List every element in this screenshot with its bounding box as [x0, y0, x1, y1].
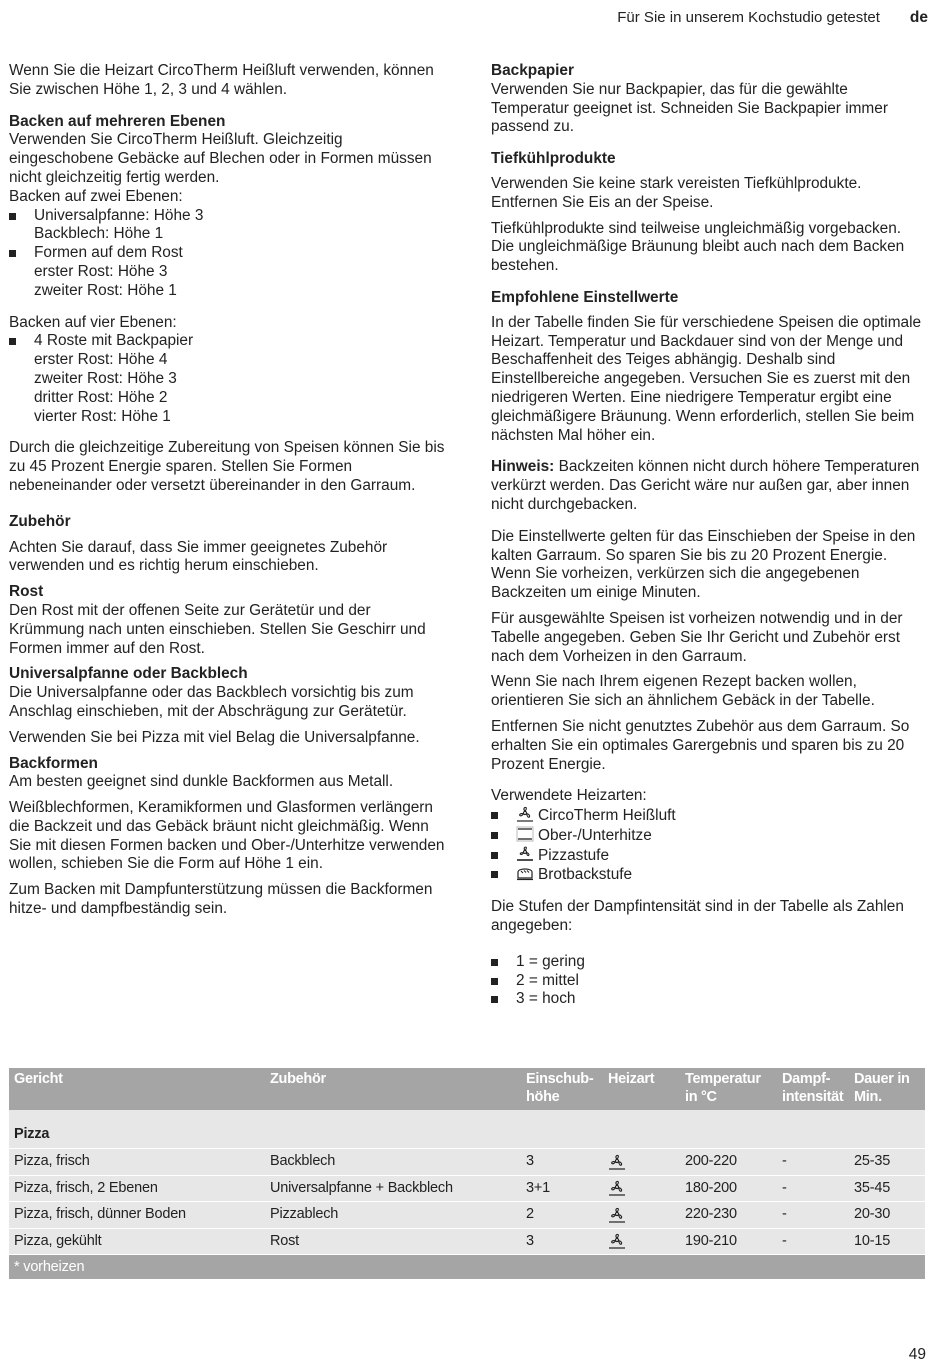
multi-level-text: Verwenden Sie CircoTherm Heißluft. Gleichzeitig eingeschobene Gebäcke auf Blechen oder in Formen müssen nicht gleichzeitig fertig werden.	[9, 131, 432, 186]
header-title: Für Sie in unserem Kochstudio getestet	[617, 8, 880, 26]
group-label: Pizza	[9, 1110, 925, 1149]
heating-mode-label: Brotbackstufe	[538, 866, 633, 884]
level-cell: 3+1	[521, 1175, 603, 1202]
steam-cell: -	[777, 1149, 849, 1176]
cold-oven-text: Die Einstellwerte gelten für das Einschieben der Speise in den kalten Garraum. So sparen Sie bis zu 20 Prozent Energie. Wenn Sie vorheizen, verkürzen sich die angegebenen Backzeiten um einige Minuten.	[491, 527, 916, 602]
heating-modes-list	[491, 806, 923, 885]
circotherm-icon	[603, 1202, 680, 1229]
rack-text: Den Rost mit der offenen Seite zur Gerätetür und der Krümmung nach unten einschieben. Stellen Sie Geschirr und Formen immer auf den Rost.	[9, 601, 426, 657]
four-levels-label: Backen auf vier Ebenen:	[9, 313, 177, 331]
remove-accessories-text: Entfernen Sie nicht genutztes Zubehör aus dem Garraum. So erhalten Sie ein optimales Garergebnis und sparen bis zu 20 Prozent Energie.	[491, 717, 910, 773]
pizza-setting-icon	[516, 846, 534, 862]
table-row	[9, 1149, 925, 1176]
accessories-text: Achten Sie darauf, dass Sie immer geeignetes Zubehör verwenden und es richtig herum einschieben.	[9, 538, 388, 575]
multi-level-heading: Backen auf mehreren Ebenen	[9, 112, 226, 130]
dish-cell: Pizza, frisch	[9, 1149, 265, 1176]
column-header: Temperatur in °C	[680, 1068, 777, 1110]
level-cell: 3	[521, 1149, 603, 1176]
list-item: Formen auf dem Rost erster Rost: Höhe 3 zweiter Rost: Höhe 1	[9, 244, 449, 300]
column-header: Einschub- höhe	[521, 1068, 603, 1110]
level-cell: 3	[521, 1228, 603, 1255]
two-levels-list	[9, 207, 449, 301]
table-row	[9, 1228, 925, 1255]
list-item: 3 = hoch	[491, 990, 923, 1009]
level-cell: 2	[521, 1202, 603, 1229]
accessory-cell: Backblech	[265, 1149, 521, 1176]
heating-modes-label: Verwendete Heizarten:	[491, 787, 647, 805]
list-item: 2 = mittel	[491, 972, 923, 991]
note-text: Backzeiten können nicht durch höhere Temperaturen verkürzt werden. Das Gericht wäre nur außen gar, aber innen nicht durchgebacken.	[491, 458, 920, 513]
page-number: 49	[908, 1346, 926, 1363]
heating-mode-label: Pizzastufe	[538, 846, 610, 864]
left-column	[9, 62, 449, 926]
list-item: 4 Roste mit Backpapier erster Rost: Höhe 4 zweiter Rost: Höhe 3 dritter Rost: Höhe 2 vierter Rost: Höhe 1	[9, 332, 449, 426]
circotherm-icon	[603, 1228, 680, 1255]
duration-cell: 25-35	[849, 1149, 925, 1176]
heating-mode-item	[491, 826, 923, 846]
heating-mode-item	[491, 846, 923, 866]
heating-mode-label: CircoTherm Heißluft	[538, 807, 676, 825]
pan-text: Die Universalpfanne oder das Backblech vorsichtig bis zum Anschlag einschieben, mit der Abschrägung zur Gerätetür.	[9, 684, 414, 720]
baking-tins-text: Am besten geeignet sind dunkle Backformen aus Metall.	[9, 773, 394, 791]
note-label: Hinweis:	[491, 458, 555, 476]
column-header: Gericht	[9, 1068, 265, 1110]
heating-mode-item	[491, 865, 923, 885]
temperature-cell: 190-210	[680, 1228, 777, 1255]
accessories-heading: Zubehör	[9, 512, 71, 530]
settings-table	[9, 1068, 925, 1280]
recommended-settings-heading: Empfohlene Einstellwerte	[491, 288, 679, 306]
column-header: Heizart	[603, 1068, 680, 1110]
pizza-pan-text: Verwenden Sie bei Pizza mit viel Belag die Universalpfanne.	[9, 728, 420, 746]
duration-cell: 20-30	[849, 1202, 925, 1229]
column-header: Dampf- intensität	[777, 1068, 849, 1110]
footnote: * vorheizen	[9, 1255, 925, 1280]
circotherm-icon	[603, 1149, 680, 1176]
temperature-cell: 180-200	[680, 1175, 777, 1202]
bread-baking-icon	[516, 865, 534, 881]
recommended-settings-text: In der Tabelle finden Sie für verschiedene Speisen die optimale Heizart. Temperatur und Backdauer sind von der Menge und Beschaffenheit des Teiges abhängig. Deshalb sind Einstellbereiche angegeben. Versuchen Sie es zuerst mit den niedrigeren Werten. Eine niedrigere Temperatur ergibt eine gleichmäßigere Bräunung. Wenn erforderlich, stellen Sie beim nächsten Mal höher ein.	[491, 313, 922, 444]
table-row	[9, 1202, 925, 1229]
baking-paper-text: Verwenden Sie nur Backpapier, das für die gewählte Temperatur geeignet ist. Schneiden Sie Backpapier immer passend zu.	[491, 80, 888, 136]
steam-levels-label: Die Stufen der Dampfintensität sind in der Tabelle als Zahlen angegeben:	[491, 898, 904, 935]
accessory-cell: Universalpfanne + Backblech	[265, 1175, 521, 1202]
baking-tins-heading: Backformen	[9, 754, 98, 772]
heating-mode-label: Ober-/Unterhitze	[538, 826, 652, 844]
list-item: 1 = gering	[491, 953, 923, 972]
right-column	[491, 62, 923, 1016]
heating-mode-item	[491, 806, 923, 826]
top-bottom-heat-icon	[516, 826, 534, 842]
tinplate-text: Weißblechformen, Keramikformen und Glasformen verlängern die Backzeit und das Gebäck bräunt nicht gleichmäßig. Wenn Sie mit diesen Formen backen und Ober-/Unterhitze verwenden wollen, schieben Sie die Form auf Höhe 1 ein.	[9, 799, 445, 873]
duration-cell: 35-45	[849, 1175, 925, 1202]
temperature-cell: 220-230	[680, 1202, 777, 1229]
dish-cell: Pizza, frisch, 2 Ebenen	[9, 1175, 265, 1202]
table-header-row	[9, 1068, 925, 1110]
circotherm-icon	[516, 806, 534, 822]
frozen-text-1: Verwenden Sie keine stark vereisten Tiefkühlprodukte. Entfernen Sie Eis an der Speise.	[491, 174, 862, 211]
energy-paragraph: Durch die gleichzeitige Zubereitung von Speisen können Sie bis zu 45 Prozent Energie sparen. Stellen Sie Formen nebeneinander oder versetzt übereinander in den Garraum.	[9, 439, 445, 494]
frozen-text-2: Tiefkühlprodukte sind teilweise ungleichmäßig vorgebacken. Die ungleichmäßige Bräunung bleibt auch nach dem Backen bestehen.	[491, 219, 905, 275]
page-header	[617, 8, 928, 28]
column-header: Zubehör	[265, 1068, 521, 1110]
pan-heading: Universalpfanne oder Backblech	[9, 665, 248, 683]
own-recipe-text: Wenn Sie nach Ihrem eigenen Rezept backen wollen, orientieren Sie sich an ähnlichem Gebäck in der Tabelle.	[491, 673, 875, 710]
baking-paper-heading: Backpapier	[491, 62, 574, 79]
steam-cell: -	[777, 1202, 849, 1229]
list-item: Universalpfanne: Höhe 3 Backblech: Höhe 1	[9, 207, 449, 245]
two-levels-label: Backen auf zwei Ebenen:	[9, 187, 183, 205]
steam-tins-text: Zum Backen mit Dampfunterstützung müssen die Backformen hitze- und dampfbeständig sein.	[9, 881, 433, 918]
dish-cell: Pizza, frisch, dünner Boden	[9, 1202, 265, 1229]
frozen-heading: Tiefkühlprodukte	[491, 150, 616, 168]
four-levels-list	[9, 332, 449, 426]
column-header: Dauer in Min.	[849, 1068, 925, 1110]
temperature-cell: 200-220	[680, 1149, 777, 1176]
language-code: de	[909, 8, 928, 26]
table-footnote-row	[9, 1255, 925, 1280]
intro-paragraph: Wenn Sie die Heizart CircoTherm Heißluft verwenden, können Sie zwischen Höhe 1, 2, 3 und 4 wählen.	[9, 62, 434, 98]
preheat-text: Für ausgewählte Speisen ist vorheizen notwendig und in der Tabelle angegeben. Geben Sie Ihr Gericht und Zubehör erst nach dem Vorheizen in den Garraum.	[491, 609, 903, 665]
rack-heading: Rost	[9, 583, 44, 601]
table-row	[9, 1175, 925, 1202]
steam-levels-list	[491, 953, 923, 1009]
circotherm-icon	[603, 1175, 680, 1202]
table-group-row	[9, 1110, 925, 1149]
duration-cell: 10-15	[849, 1228, 925, 1255]
dish-cell: Pizza, gekühlt	[9, 1228, 265, 1255]
accessory-cell: Rost	[265, 1228, 521, 1255]
accessory-cell: Pizzablech	[265, 1202, 521, 1229]
steam-cell: -	[777, 1228, 849, 1255]
steam-cell: -	[777, 1175, 849, 1202]
note-paragraph	[491, 458, 923, 514]
